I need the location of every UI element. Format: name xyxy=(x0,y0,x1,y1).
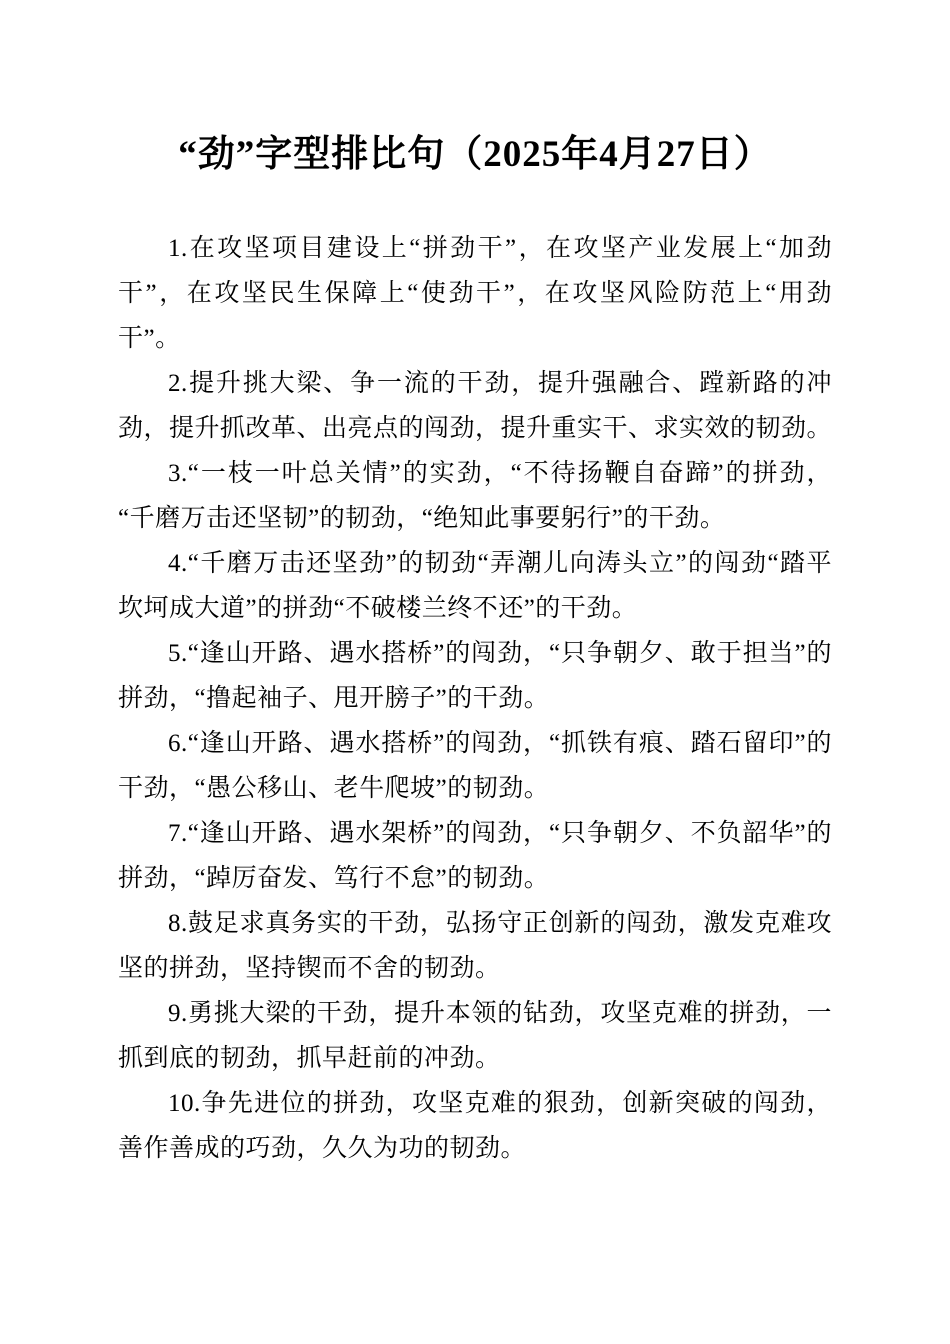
paragraph-3: 3.“一枝一叶总关情”的实劲，“不待扬鞭自奋蹄”的拼劲，“千磨万击还坚韧”的韧劲，“绝知此事要躬行”的干劲。 xyxy=(118,460,832,532)
paragraph-7: 7.“逢山开路、遇水架桥”的闯劲，“只争朝夕、不负韶华”的拼劲，“踔厉奋发、笃行不怠”的韧劲。 xyxy=(118,820,832,892)
paragraph-10: 10.争先进位的拼劲，攻坚克难的狠劲，创新突破的闯劲，善作善成的巧劲，久久为功的韧劲。 xyxy=(118,1090,832,1162)
paragraph-5: 5.“逢山开路、遇水搭桥”的闯劲，“只争朝夕、敢于担当”的拼劲，“撸起袖子、甩开膀子”的干劲。 xyxy=(118,640,832,712)
paragraph-6: 6.“逢山开路、遇水搭桥”的闯劲，“抓铁有痕、踏石留印”的干劲，“愚公移山、老牛爬坡”的韧劲。 xyxy=(118,730,832,802)
paragraph-8: 8.鼓足求真务实的干劲，弘扬守正创新的闯劲，激发克难攻坚的拼劲，坚持锲而不舍的韧劲。 xyxy=(118,910,832,982)
document-body xyxy=(118,226,832,1171)
paragraph-4: 4.“千磨万击还坚劲”的韧劲“弄潮儿向涛头立”的闯劲“踏平坎坷成大道”的拼劲“不破楼兰终不还”的干劲。 xyxy=(118,550,832,622)
page-title: “劲”字型排比句（2025年4月27日） xyxy=(178,134,772,175)
paragraph-1: 1.在攻坚项目建设上“拼劲干”，在攻坚产业发展上“加劲干”，在攻坚民生保障上“使劲干”，在攻坚风险防范上“用劲干”。 xyxy=(118,235,832,352)
paragraph-9: 9.勇挑大梁的干劲，提升本领的钻劲，攻坚克难的拼劲，一抓到底的韧劲，抓早赶前的冲劲。 xyxy=(118,1000,832,1072)
paragraph-2: 2.提升挑大梁、争一流的干劲，提升强融合、蹚新路的冲劲，提升抓改革、出亮点的闯劲，提升重实干、求实效的韧劲。 xyxy=(118,370,833,442)
